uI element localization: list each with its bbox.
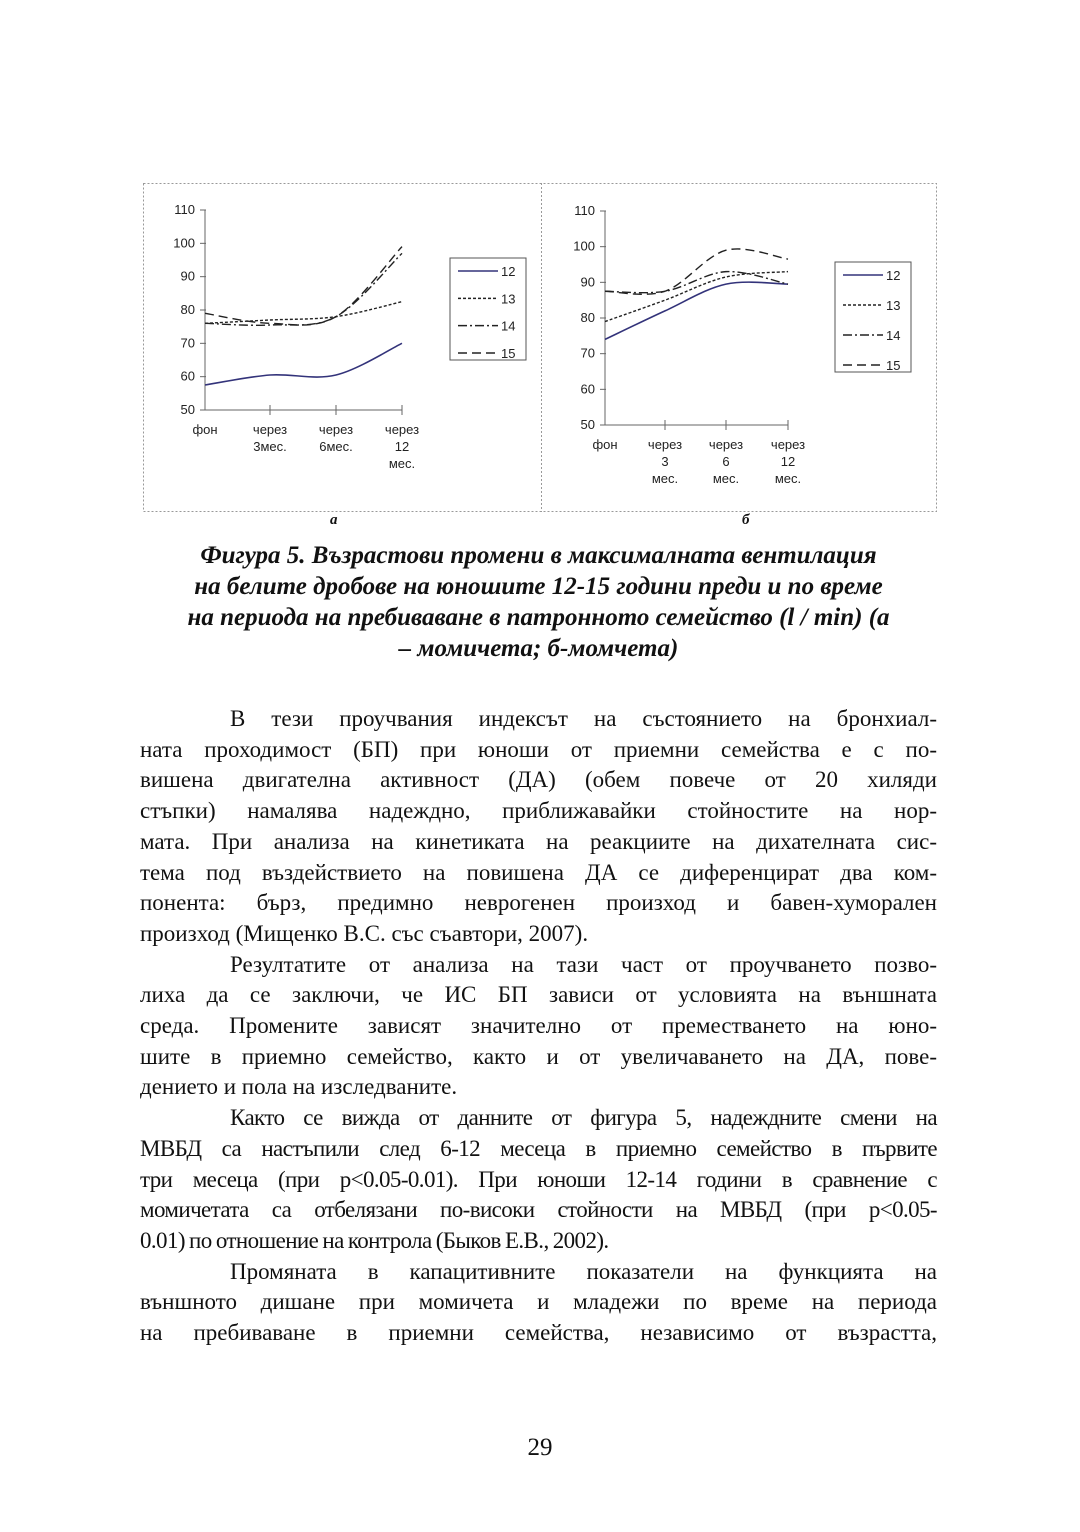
x-tick-label: 12 <box>780 454 796 469</box>
text-line: ната проходимост (БП) при юноши от приемни семейства е с по- <box>140 736 937 762</box>
paragraph <box>140 950 937 1104</box>
series-line-14 <box>205 253 402 325</box>
figure-5-charts <box>0 0 1080 540</box>
figure-frame <box>144 184 937 512</box>
legend-label: 15 <box>886 358 901 373</box>
text-line: дението и пола на изследваните. <box>140 1074 458 1100</box>
series-line-13 <box>205 302 402 324</box>
x-tick-label: 6 <box>722 454 730 469</box>
chart-panel-b <box>573 203 911 486</box>
y-tick-label: 110 <box>574 203 595 218</box>
text-line: МВБД са настъпили след 6-12 месеца в приемно семейство в първите <box>140 1135 937 1161</box>
y-tick-label: 50 <box>180 402 195 417</box>
legend-label: 15 <box>501 346 516 361</box>
x-tick-label: мес. <box>651 471 679 486</box>
y-tick-label: 90 <box>580 274 595 290</box>
y-tick-label: 70 <box>580 345 595 361</box>
y-tick-label: 110 <box>174 202 195 217</box>
x-tick-label: фон <box>192 422 218 437</box>
caption-line: – момичета; б-момчета) <box>398 635 679 662</box>
caption-line: на периода на пребиваване в патронното семейство (l / min) (а <box>187 604 890 631</box>
x-tick-label: мес. <box>712 471 740 486</box>
y-tick-label: 50 <box>580 417 595 432</box>
x-tick-label: 12 <box>394 439 410 454</box>
x-tick-label: 3 <box>661 454 669 469</box>
series-line-12 <box>205 343 402 385</box>
legend-label: 12 <box>886 268 901 283</box>
x-tick-label: мес. <box>774 471 802 486</box>
series-line-13 <box>605 272 788 322</box>
legend-label: 12 <box>501 264 516 279</box>
caption-line: на белите дробове на юношите 12-15 години преди и по време <box>194 573 883 600</box>
text-line: вишена двигателна активност (ДА) (обем повече от 20 хиляди <box>140 767 937 793</box>
text-line: 0.01) по отношение на контрола (Быков Е.В., 2002). <box>140 1227 609 1253</box>
paragraph <box>140 1257 937 1349</box>
x-tick-label: фон <box>592 437 618 452</box>
text-line: произход (Мищенко В.С. със съавтори, 2007). <box>140 920 589 946</box>
y-tick-label: 60 <box>580 381 595 397</box>
x-tick-label: через <box>708 437 744 452</box>
x-tick-label: 3мес. <box>253 439 287 454</box>
y-tick-label: 90 <box>180 268 195 284</box>
text-line: Резултатите от анализа на тази част от проучването позво- <box>230 951 937 977</box>
text-line: мата. При анализа на кинетиката на реакциите на дихателната сис- <box>140 828 937 854</box>
legend-label: 14 <box>886 328 901 343</box>
chart-panel-a <box>173 202 526 471</box>
paragraph <box>140 704 937 950</box>
page-number: 29 <box>527 1434 553 1461</box>
chart-legend <box>450 258 526 361</box>
x-tick-label: через <box>318 422 354 437</box>
y-tick-label: 80 <box>180 302 195 317</box>
text-line: момичетата са отбелязани по-високи стойности на МВБД (при p<0.05- <box>140 1197 937 1223</box>
x-tick-label: мес. <box>388 456 416 471</box>
body-text <box>140 704 937 1349</box>
x-tick-label: через <box>384 422 420 437</box>
x-tick-label: 6мес. <box>319 439 353 454</box>
x-tick-label: через <box>252 422 288 437</box>
legend-label: 14 <box>501 318 516 334</box>
text-line: външното дишане при момичета и младежи по време на периода <box>140 1289 937 1315</box>
y-tick-label: 80 <box>580 310 595 325</box>
figure-caption <box>140 540 937 664</box>
chart-legend <box>835 262 911 373</box>
legend-label: 13 <box>886 298 901 313</box>
text-line: тема под въздействието на повишена ДА се диференцират два ком- <box>140 859 937 885</box>
text-line: стъпки) намалява надеждно, приближавайки стойностите на нор- <box>140 798 937 824</box>
text-line: шите в приемно семейство, както и от увеличаването на ДА, пове- <box>140 1043 937 1069</box>
text-line: понента: бърз, предимно неврогенен произход и бавен-хуморален <box>140 890 937 916</box>
y-tick-label: 60 <box>180 368 195 384</box>
text-line: лиха да се заключи, че ИС БП зависи от условията на външната <box>140 982 937 1008</box>
y-tick-label: 100 <box>173 235 195 251</box>
x-tick-label: через <box>647 437 683 452</box>
y-tick-label: 70 <box>180 335 195 351</box>
caption-line: Фигура 5. Възрастови промени в максималната вентилация <box>200 542 877 569</box>
text-line: Както се вижда от данните от фигура 5, надеждните смени на <box>230 1105 937 1131</box>
text-line: на пребиваване в приемни семейства, независимо от възрастта, <box>140 1320 937 1346</box>
y-tick-label: 100 <box>573 238 595 254</box>
legend-label: 13 <box>501 291 516 307</box>
text-line: В тези проучвания индексът на състоянието на бронхиал- <box>230 706 937 731</box>
x-tick-label: через <box>770 437 806 452</box>
text-line: три месеца (при p<0.05-0.01). При юноши 12-14 години в сравнение с <box>140 1166 937 1192</box>
paragraph <box>140 1103 937 1257</box>
text-line: среда. Промените зависят значително от преместването на юно- <box>140 1013 937 1039</box>
panel-label-a: а <box>330 512 338 528</box>
series-line-15 <box>205 247 402 325</box>
text-line: Промяната в капацитивните показатели на функцията на <box>230 1258 937 1284</box>
panel-label-b: б <box>742 512 750 528</box>
series-line-12 <box>605 282 788 339</box>
